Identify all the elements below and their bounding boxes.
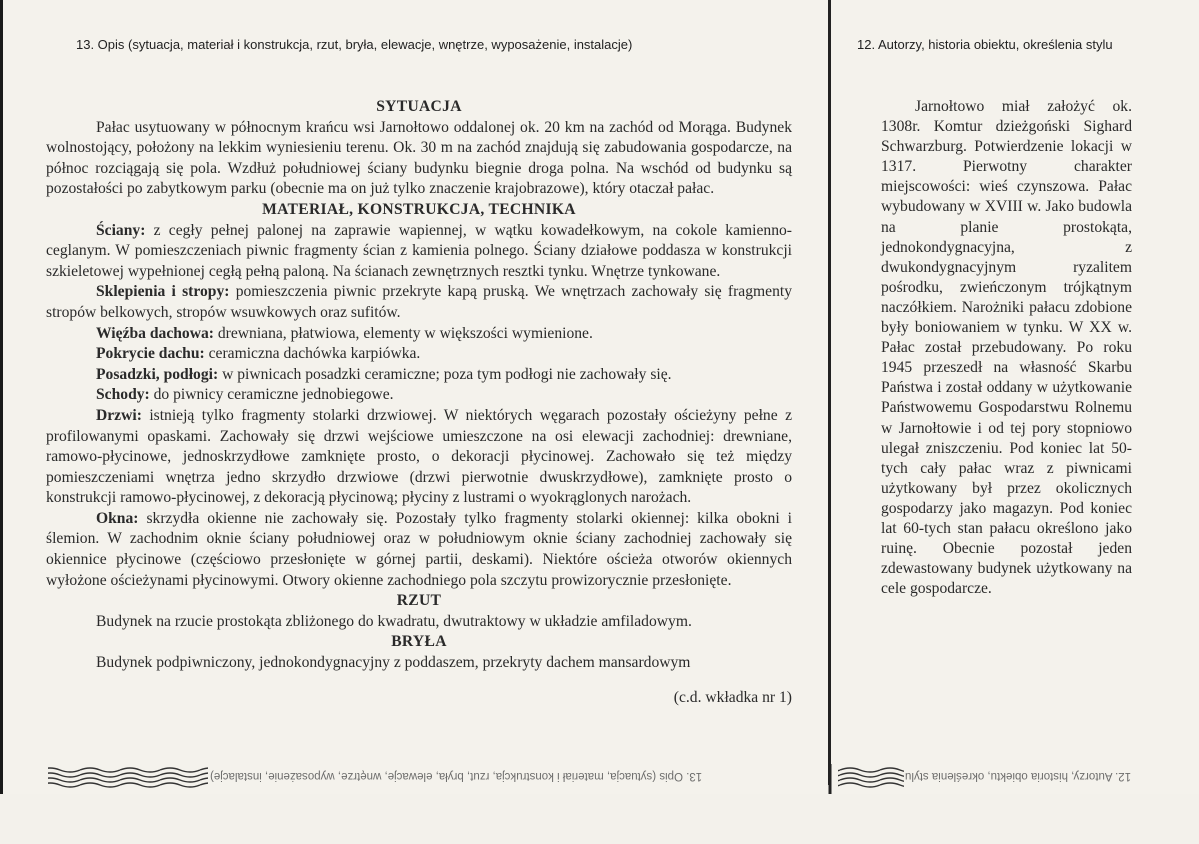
sytuacja-paragraph: Pałac usytuowany w północnym krańcu wsi Jarnołtowo oddalonej ok. 20 km na zachód od Morąga. Budynek wolnostojący, położony na lekkim wyniesieniu terenu. Ok. 30 m na zachód znajdują się zabudowania gospodarcze, na północ rozciągają się pola. Wzdłuż południowej ściany budynku biegnie droga polna. Na wschód od budynku są pozostałości po zabytkowym parku (obecnie ma on już tylko znaczenie krajobrazowe), który otaczał pałac. <box>46 118 792 198</box>
drzwi-paragraph <box>46 406 792 509</box>
continuation-note: (c.d. wkładka nr 1) <box>673 688 792 706</box>
bryla-heading: BRYŁA <box>391 633 447 651</box>
fold-strip <box>0 764 1199 794</box>
history-paragraph: Jarnołtowo miał założyć ok. 1308r. Komtur dzieżgoński Sighard Schwarzburg. Potwierdzenie lokacji w 1317. Pierwotny charakter miejscowości: wieś czynszowa. Pałac wybudowany w XVIII w. Jako budowla na planie prostokąta, jednokondygnacyjna, z dwukondygnacyjnym ryzalitem pośrodku, zwieńczonym trójkątnym naczółkiem. Narożniki pałacu zdobione były boniowaniem w tynku. W XX w. Pałac został przebudowany. Po roku 1945 przeszedł na własność Skarbu Państwa i został oddany w użytkowanie Państwowemu Gospodarstwu Rolnemu w Jarnołtowie i od tej pory stopniowo ulegał zniszczeniu. Pod koniec lat 50-tych cały pałac wraz z piwnicami użytkowany był przez okolicznych gospodarzy jako magazyn. Pod koniec lat 60-tych stan pałacu określono jako ruinę. Obecnie pozostał jeden zdewastowany budynek użytkowany na cele gospodarcze. <box>881 98 1132 598</box>
rzut-heading: RZUT <box>396 592 442 610</box>
sklepienia-paragraph <box>46 282 792 323</box>
sklepienia-label: Sklepienia i stropy: <box>96 283 230 301</box>
rzut-paragraph: Budynek na rzucie prostokąta zbliżonego do kwadratu, dwutraktowy w układzie amfiladowym. <box>96 612 692 630</box>
page-left-edge <box>0 0 3 844</box>
history-column <box>881 97 1132 599</box>
material-heading: MATERIAŁ, KONSTRUKCJA, TECHNIKA <box>262 200 576 218</box>
pokrycie-paragraph <box>46 344 792 365</box>
section-12-header: 12. Autorzy, historia obiektu, określenia stylu <box>857 37 1113 52</box>
mirrored-section-12-header: 12. Autorzy, historia obiektu, określenia stylu <box>905 770 1132 782</box>
wiezba-text: drewniana, płatwiowa, elementy w większości wymienione. <box>213 324 593 342</box>
description-column <box>46 97 792 708</box>
posadzki-text: w piwnicach posadzki ceramiczne; poza tym podłogi nie zachowały się. <box>218 365 672 383</box>
page-bottom-margin <box>0 794 1199 844</box>
column-divider <box>828 0 831 785</box>
wiezba-label: Więźba dachowa: <box>96 324 214 342</box>
sytuacja-heading: SYTUACJA <box>376 98 462 115</box>
okna-text: skrzydła okienne nie zachowały się. Pozostały tylko fragmenty stolarki okiennej: kilka obokni i ślemion. W zachodnim oknie ściany południowej oraz w południowym oknie ściany zachodniej zachowały się okiennice płycinowe (częściowo przesłonięte w górnej partii, deskami). Niektóre ościeża otworów okiennych wyłożone ościeżynami płycinowymi. Otwory okienne zachodniego pola szczytu prowizorycznie przesłonięte. <box>46 509 792 589</box>
sklepienia-text: pomieszczenia piwnic przekryte kapą pruską. We wnętrzach zachowały się fragmenty stropów belkowych, stropów wsuwkowych oraz sufitów. <box>46 283 792 321</box>
section-13-header: 13. Opis (sytuacja, materiał i konstrukcja, rzut, bryła, elewacje, wnętrze, wyposażenie, instalacje) <box>76 37 633 52</box>
okna-label: Okna: <box>96 509 139 527</box>
schody-paragraph <box>46 385 792 406</box>
sciany-label: Ściany: <box>96 221 146 239</box>
wiezba-paragraph <box>46 324 792 345</box>
schody-label: Schody: <box>96 386 150 404</box>
pokrycie-label: Pokrycie dachu: <box>96 345 205 363</box>
posadzki-label: Posadzki, podłogi: <box>96 365 219 383</box>
drzwi-text: istnieją tylko fragmenty stolarki drzwiowej. W niektórych węgarach pozostały ościeżyny pełne z profilowanymi opaskami. Zachowały się drzwi wejściowe umieszczone na osi elewacji zachodniej: drewniane, ramowo-płycinowe, jednoskrzydłowe zamknięte prosto, o dekoracji płycinowej. Zachowało się też między pomieszczeniami wnętrza jedno skrzydło drzwiowe (drzwi pierwotnie dwuskrzydłowe), zamknięte prosto o konstrukcji ramowo-płycinowej, z dekoracją płycinową; płyciny z lustrami o wyokrąglonych narożach. <box>46 406 792 507</box>
drzwi-label: Drzwi: <box>96 406 142 424</box>
pokrycie-text: ceramiczna dachówka karpiówka. <box>204 345 421 363</box>
sciany-text: z cegły pełnej palonej na zaprawie wapiennej, w wątku kowadełkowym, na cokole kamienno-ceglanym. W pomieszczeniach piwnic fragmenty ścian z kamienia polnego. Ściany działowe poddasza w konstrukcji szkieletowej wypełnionej cegłą pełną paloną. Na ścianach zewnętrznych resztki tynku. Wnętrze tynkowane. <box>46 221 792 280</box>
bryla-paragraph: Budynek podpiwniczony, jednokondygnacyjny z poddaszem, przekryty dachem mansardowym <box>96 654 691 672</box>
mirrored-section-13-header: 13. Opis (sytuacja, materiał i konstrukcja, rzut, bryła, elewacje, wnętrze, wyposażenie, instalacje) <box>210 770 703 782</box>
schody-text: do piwnicy ceramiczne jednobiegowe. <box>149 386 394 404</box>
posadzki-paragraph <box>46 365 792 386</box>
okna-paragraph <box>46 509 792 591</box>
sciany-paragraph <box>46 221 792 283</box>
